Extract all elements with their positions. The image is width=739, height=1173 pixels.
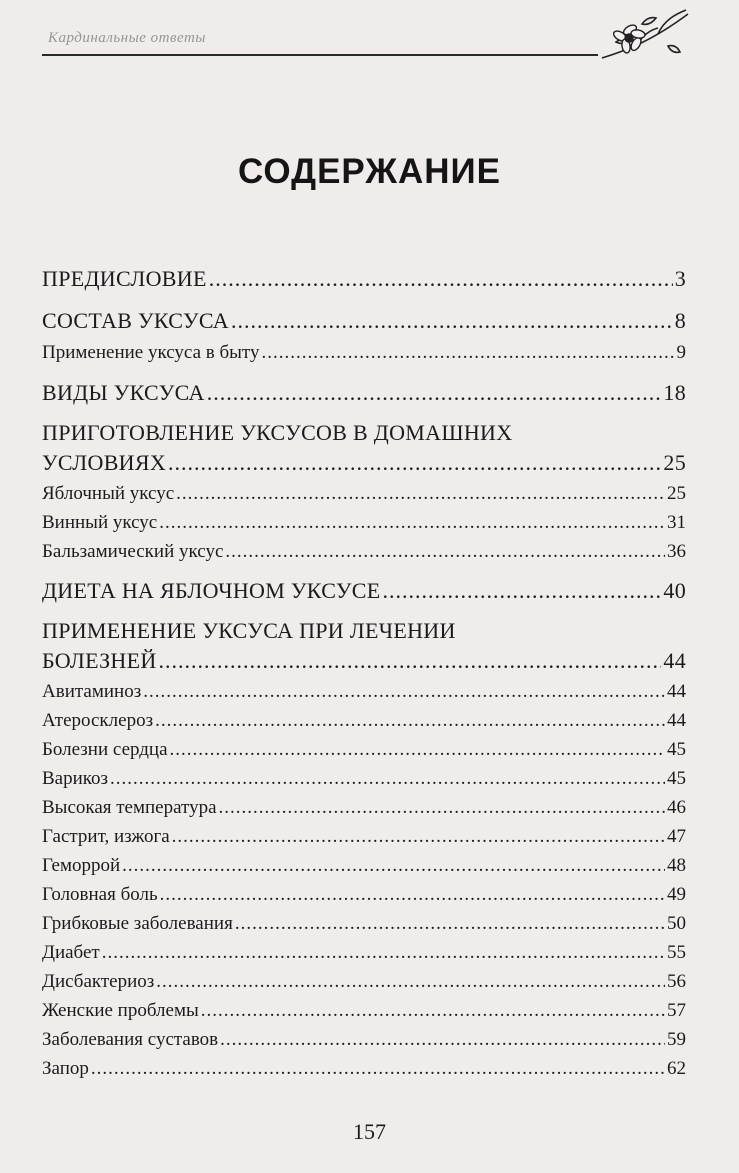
toc-entry-label: Грибковые заболевания	[42, 913, 233, 934]
toc-entry-household-use	[42, 342, 686, 364]
toc-dot-leader	[156, 971, 665, 993]
toc-dot-leader	[172, 826, 665, 848]
toc-entry-heart-disease	[42, 739, 686, 761]
toc-page-number: 48	[667, 855, 686, 876]
toc-entry-constipation	[42, 1058, 686, 1080]
toc-entry-home-preparation-line1: ПРИГОТОВЛЕНИЕ УКСУСОВ В ДОМАШНИХ	[42, 420, 513, 445]
toc-page-number: 44	[663, 648, 686, 673]
toc-page-number: 18	[663, 380, 686, 405]
toc-dot-leader	[176, 483, 665, 505]
toc-entry-composition	[42, 308, 686, 334]
toc-page-number: 44	[667, 681, 686, 702]
toc-dot-leader	[168, 450, 661, 476]
toc-entry-label: УСЛОВИЯХ	[42, 450, 167, 475]
toc-entry-headache	[42, 884, 686, 906]
toc-entry-label: Дисбактериоз	[42, 971, 155, 992]
toc-page-number: 36	[667, 541, 686, 562]
toc-entry-joint-diseases	[42, 1029, 686, 1051]
toc-page-number: 44	[667, 710, 686, 731]
header-rule	[42, 54, 598, 56]
toc-entry-gastritis	[42, 826, 686, 848]
toc-page-number: 50	[667, 913, 686, 934]
toc-entry-diabetes	[42, 942, 686, 964]
toc-entry-varicose	[42, 768, 686, 790]
toc-dot-leader	[209, 266, 673, 292]
toc-dot-leader	[219, 797, 665, 819]
toc-entry-fever	[42, 797, 686, 819]
header-running-head: Кардинальные ответы	[48, 30, 206, 46]
toc-page-number: 47	[667, 826, 686, 847]
toc-dot-leader	[110, 768, 665, 790]
toc-entry-wine-vinegar	[42, 512, 686, 534]
toc-entry-disease-treatment	[42, 648, 686, 674]
toc-dot-leader	[170, 739, 665, 761]
toc-entry-disease-treatment-line1: ПРИМЕНЕНИЕ УКСУСА ПРИ ЛЕЧЕНИИ	[42, 618, 456, 643]
toc-page-number: 62	[667, 1058, 686, 1079]
toc-entry-label: Варикоз	[42, 768, 109, 789]
toc-entry-avitaminosis	[42, 681, 686, 703]
toc-entry-home-preparation	[42, 450, 686, 476]
toc-page-number: 8	[674, 308, 686, 333]
toc-entry-label: ДИЕТА НА ЯБЛОЧНОМ УКСУСЕ	[42, 578, 381, 603]
toc-dot-leader	[143, 681, 665, 703]
toc-entry-womens-problems	[42, 1000, 686, 1022]
toc-entry-label: Геморрой	[42, 855, 121, 876]
toc-page-number: 45	[667, 768, 686, 789]
toc-page-number: 31	[667, 512, 686, 533]
toc-entry-label: ПРЕДИСЛОВИЕ	[42, 266, 207, 291]
toc-dot-leader	[91, 1058, 665, 1080]
toc-entry-label: Яблочный уксус	[42, 483, 175, 504]
toc-page-number: 57	[667, 1000, 686, 1021]
toc-entry-label: ВИДЫ УКСУСА	[42, 380, 205, 405]
toc-entry-label: Заболевания суставов	[42, 1029, 219, 1050]
toc-dot-leader	[201, 1000, 665, 1022]
toc-dot-leader	[382, 578, 661, 604]
toc-entry-label: Головная боль	[42, 884, 158, 905]
toc-dot-leader	[122, 855, 665, 877]
toc-entry-label: СОСТАВ УКСУСА	[42, 308, 229, 333]
toc-entry-label: БОЛЕЗНЕЙ	[42, 648, 157, 673]
toc-entry-label: Винный уксус	[42, 512, 158, 533]
toc-entry-atherosclerosis	[42, 710, 686, 732]
toc-entry-label: Диабет	[42, 942, 100, 963]
toc-page-number: 56	[667, 971, 686, 992]
toc-page-number: 46	[667, 797, 686, 818]
toc-dot-leader	[261, 342, 674, 364]
toc-dot-leader	[235, 913, 665, 935]
toc-page-number: 3	[674, 266, 686, 291]
toc-dot-leader	[159, 648, 662, 674]
page-number: 157	[353, 1119, 386, 1144]
toc-page-number: 9	[676, 342, 686, 363]
toc-entry-label: Запор	[42, 1058, 89, 1079]
toc-dot-leader	[159, 512, 665, 534]
toc-dot-leader	[160, 884, 665, 906]
toc-entry-label: Атеросклероз	[42, 710, 154, 731]
toc-page-number: 40	[663, 578, 686, 603]
toc-entry-label: Гастрит, изжога	[42, 826, 170, 847]
toc-dot-leader	[220, 1029, 665, 1051]
toc-entry-preface	[42, 266, 686, 292]
toc-page-number: 49	[667, 884, 686, 905]
flower-ornament-icon	[598, 6, 694, 66]
toc-entry-dysbacteriosis	[42, 971, 686, 993]
page-title: СОДЕРЖАНИЕ	[237, 152, 501, 191]
toc-dot-leader	[155, 710, 665, 732]
toc-dot-leader	[225, 541, 665, 563]
toc-page-number: 59	[667, 1029, 686, 1050]
toc-entry-label: Применение уксуса в быту	[42, 342, 260, 363]
toc-dot-leader	[207, 380, 662, 406]
toc-page-number: 25	[663, 450, 686, 475]
toc-entry-label: Высокая температура	[42, 797, 217, 818]
toc-entry-balsamic-vinegar	[42, 541, 686, 563]
toc-page-number: 25	[667, 483, 686, 504]
toc-entry-label: Болезни сердца	[42, 739, 168, 760]
toc-entry-label: Авитаминоз	[42, 681, 142, 702]
toc-entry-label: Бальзамический уксус	[42, 541, 224, 562]
toc-entry-label: Женские проблемы	[42, 1000, 199, 1021]
toc-page-number: 45	[667, 739, 686, 760]
toc-entry-fungal-diseases	[42, 913, 686, 935]
toc-dot-leader	[231, 308, 673, 334]
toc-dot-leader	[102, 942, 665, 964]
toc-entry-apple-vinegar-diet	[42, 578, 686, 604]
toc-entry-vinegar-types	[42, 380, 686, 406]
toc-page-number: 55	[667, 942, 686, 963]
toc-entry-apple-vinegar	[42, 483, 686, 505]
toc-entry-hemorrhoids	[42, 855, 686, 877]
